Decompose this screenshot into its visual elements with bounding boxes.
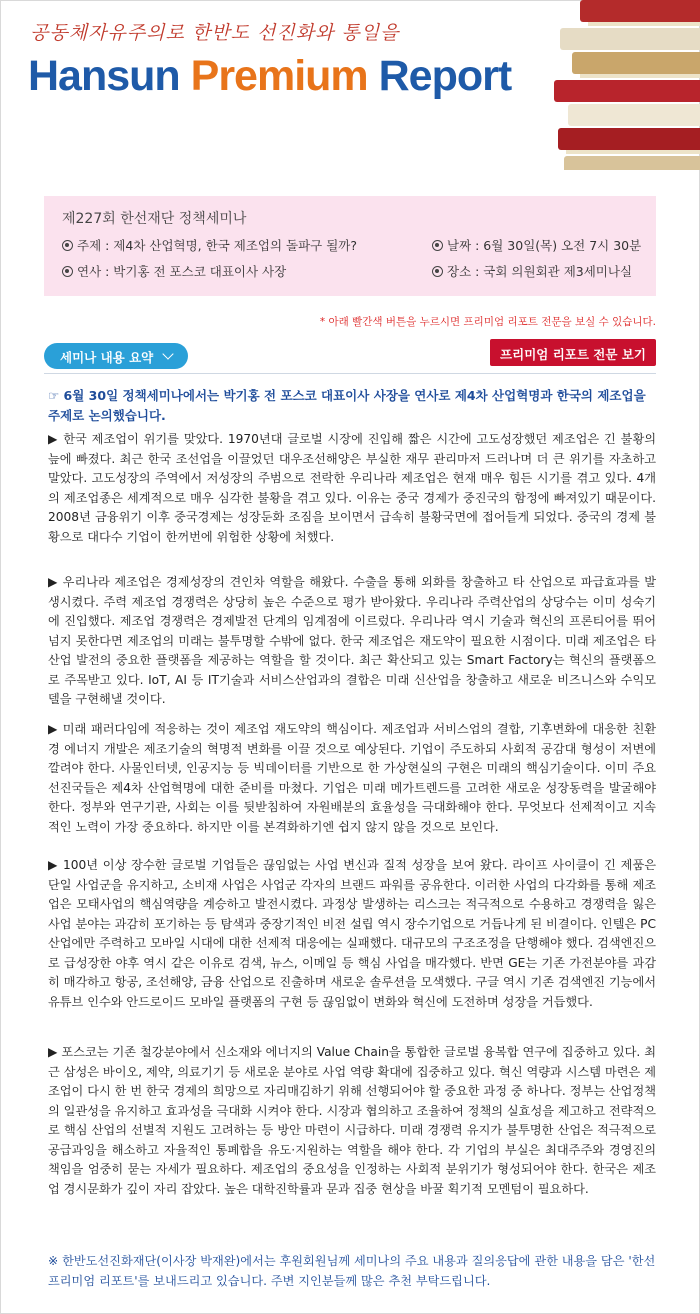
book-spine — [572, 52, 700, 74]
report-title — [28, 52, 511, 101]
divider — [44, 373, 656, 374]
book-spine — [564, 156, 700, 170]
summary-paragraph-1: ▶ 한국 제조업이 위기를 맞았다. 1970년대 글로벌 시장에 진입해 짧은 시간에 고도성장했던 제조업은 긴 불황의 늪에 빠졌다. 최근 한국 조선업을 이끌었던 대우조선해양은 부실한 재무 관리마저 드러나며 더 큰 위기를 자초하고 말았다. 고도성장의 주역에서 저성장의 주범으로 전락한 우리나라 제조업은 현재 매우 힘든 시기를 겪고 있다. 4개의 제조업종은 세계적으로 매우 심각한 불황을 겪고 있다. 이유는 중국 경제가 중진국의 함정에 빠져있기 때문이다. 2008년 금융위기 이후 중국경제는 성장둔화 조짐을 보이면서 급속히 불황국면에 접어들게 되었다. 중국의 경제 불황으로 대다수 기업이 한꺼번에 위험한 상황에 처했다. — [48, 432, 656, 544]
radio-bullet-icon — [62, 240, 73, 251]
book-stack-illustration — [550, 0, 700, 170]
book-pages — [580, 74, 700, 78]
footer-note: ※ 한반도선진화재단(이사장 박재완)에서는 후원회원님께 세미나의 주요 내용과 질의응답에 관한 내용을 담은 '한선 프리미엄 리포트'를 보내드리고 있습니다. 주변 지인분들께 많은 추천 부탁드립니다. — [48, 1254, 656, 1288]
book-spine — [558, 128, 700, 150]
chevron-down-icon — [162, 348, 173, 359]
summary-paragraph-4: ▶ 100년 이상 장수한 글로벌 기업들은 끊임없는 사업 변신과 질적 성장을 보여 왔다. 라이프 사이클이 긴 제품은 단일 사업군을 유지하고, 소비재 사업은 사업군 각자의 브랜드 파워를 공유한다. 이러한 사업의 다각화를 통해 제조업은 모태사업의 핵심역량을 계승하고 발전시켰다. 과정상 발생하는 리스크는 적극적으로 수용하고 경쟁력을 잃은 사업 분야는 과감히 포기하는 등 탐색과 중장기적인 비전 설립 역시 장수기업으로 거듭나게 된 비결이다. 인텔은 PC산업에만 주력하고 모바일 시대에 대한 선제적 대응에는 실패했다. 대규모의 구조조정을 단행해야 했다. 검색엔진으로 급성장한 야후 역시 같은 이유로 검색, 뉴스, 이메일 등 핵심 사업을 매각했다. 반면 GE는 기존 가전분야를 과감히 매각하고 항공, 조선해양, 금융 산업으로 진출하며 새로운 솔루션을 모색했다. 구글 역시 기존 검색엔진 기능에서 유튜브 인수와 안드로이드 모바일 플랫폼의 구현 등 끊임없이 변화와 혁신에 도전하며 성장을 거듭했다. — [48, 858, 656, 1009]
seminar-date-text: 날짜 : 6월 30일(목) 오전 7시 30분 — [447, 238, 642, 253]
radio-bullet-icon — [62, 266, 73, 277]
seminar-title: 제227회 한선재단 정책세미나 — [62, 211, 247, 227]
title-word-hansun: Hansun — [28, 52, 180, 100]
book-spine — [568, 104, 700, 126]
seminar-speaker-text: 연사 : 박기홍 전 포스코 대표이사 사장 — [77, 264, 287, 279]
summary-paragraph-2: ▶ 우리나라 제조업은 경제성장의 견인차 역할을 해왔다. 수출을 통해 외화를 창출하고 타 산업으로 파급효과를 발생시켰다. 주력 제조업 경쟁력은 상당히 높은 수준으로 평가 받아왔다. 우리나라 주력산업의 상당수는 이미 성숙기에 진입했다. 제조업 경쟁력은 경제발전 단계의 임계점에 이르렀다. 우리나라 역시 기술과 혁신의 프론티어를 뛰어넘지 못한다면 제조업의 미래는 불투명할 수밖에 없다. 한국 제조업은 재도약이 필요한 시점이다. 미래 제조업은 타 산업 발전의 중요한 플랫폼을 제공하는 역할을 할 것이다. 최근 확산되고 있는 Smart Factory는 혁신의 플랫폼으로 주목받고 있다. IoT, AI 등 IT기술과 서비스산업과의 결합은 미래 신산업을 창출하고 새로운 비즈니스와 수익모델을 구현해낼 것이다. — [48, 575, 656, 706]
intro-text: ☞ 6월 30일 정책세미나에서는 박기홍 전 포스코 대표이사 사장을 연사로 제4차 산업혁명과 한국의 제조업을 주제로 논의했습니다. — [48, 388, 646, 423]
header — [0, 0, 700, 170]
seminar-topic — [62, 236, 357, 254]
title-word-report: Report — [378, 52, 512, 100]
seminar-place — [432, 262, 632, 280]
tagline: 공동체자유주의로 한반도 선진화와 통일을 — [30, 22, 400, 44]
seminar-date — [432, 236, 641, 254]
title-word-premium: Premium — [190, 52, 368, 100]
summary-paragraph-5: ▶ 포스코는 기존 철강분야에서 신소재와 에너지의 Value Chain을 통합한 글로벌 융복합 연구에 집중하고 있다. 최근 삼성은 바이오, 제약, 의료기기 등 새로운 분야로 사업 역량 확대에 집중하고 있다. 혁신 역량과 시스템 마련은 제조업이 다시 한 번 한국 경제의 희망으로 자리매김하기 위해 선행되어야 할 중요한 과정 중 하나다. 정부는 산업정책의 일관성을 유지하고 효과성을 극대화 시켜야 한다. 시장과 협의하고 조율하여 정책의 실효성을 제고하고 전략적으로 핵심 산업의 선별적 지원도 고려하는 등 방안 마련이 시급하다. 미래 경쟁력 유지가 불투명한 산업은 적극적으로 공급과잉을 해소하고 자율적인 통폐합을 유도·지원하는 역할을 해야 한다. 각 기업의 부실은 최대주주와 경영진의 책임을 엄중히 묻는 자세가 필요하다. 제조업의 중요성을 인정하는 사회적 분위기가 형성되어야 한다. 한국은 제조업 경시문화가 깊이 자리 잡았다. 높은 대학진학률과 문과 집중 현상을 바꿀 획기적 모멘텀이 필요하다. — [48, 1045, 657, 1196]
report-note: * 아래 빨간색 버튼을 누르시면 프리미엄 리포트 전문을 보실 수 있습니다. — [319, 316, 656, 328]
seminar-place-text: 장소 : 국회 의원회관 제3세미나실 — [447, 264, 633, 279]
radio-bullet-icon — [432, 240, 443, 251]
seminar-info-box — [44, 196, 656, 296]
seminar-topic-text: 주제 : 제4차 산업혁명, 한국 제조업의 돌파구 될까? — [77, 238, 358, 253]
summary-tab-label: 세미나 내용 요약 — [60, 350, 154, 365]
seminar-speaker — [62, 262, 286, 280]
summary-tab[interactable] — [44, 343, 188, 369]
summary-paragraph-3: ▶ 미래 패러다임에 적응하는 것이 제조업 재도약의 핵심이다. 제조업과 서비스업의 결합, 기후변화에 대응한 친환경 에너지 개발은 제조기술의 혁명적 변화를 이끌 것으로 예상된다. 기업이 주도하되 사회적 공감대 형성이 저변에 깔려야 한다. 사물인터넷, 인공지능 등 빅데이터를 기반으로 한 가상현실의 구현은 미래의 핵심기술이다. 이미 주요 선진국들은 제4차 산업혁명에 대한 준비를 마쳤다. 기업은 미래 메가트렌드를 고려한 새로운 성장동력을 발굴해야 한다. 정부와 연구기관, 사회는 이를 뒷받침하여 자원배분의 효율성을 극대화해야 한다. 무엇보다 선제적이고 지속적인 노력이 가장 중요하다. 하지만 이를 본격화하기엔 쉽지 않지 않을 것으로 보인다. — [48, 722, 656, 834]
book-spine — [560, 28, 700, 50]
full-report-button[interactable]: 프리미엄 리포트 전문 보기 — [490, 339, 656, 366]
radio-bullet-icon — [432, 266, 443, 277]
book-pages — [566, 150, 700, 154]
book-pages — [588, 22, 700, 26]
book-spine — [580, 0, 700, 22]
book-spine — [554, 80, 700, 102]
